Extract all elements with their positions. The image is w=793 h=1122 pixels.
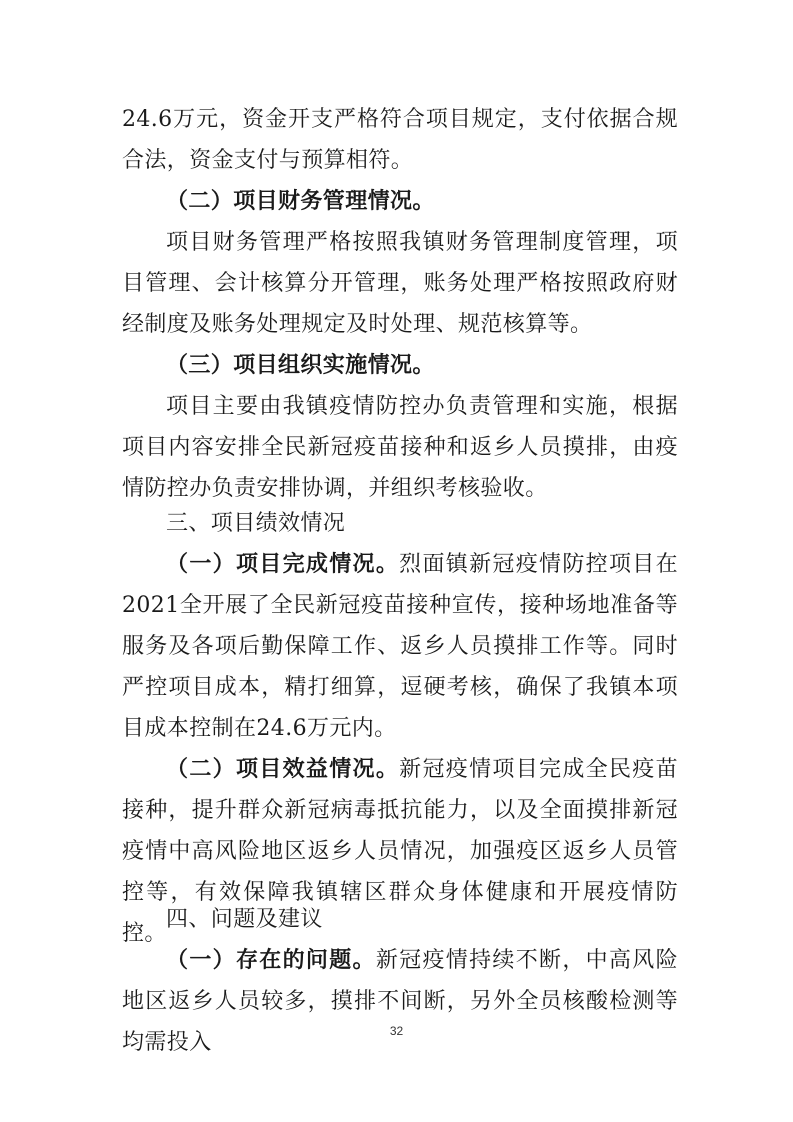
paragraph-existing-problems bbox=[122, 940, 678, 1063]
paragraph-lead: （二）项目效益情况。 bbox=[166, 756, 400, 782]
paragraph-text: 24.6万元，资金开支严格符合项目规定，支付依据合规合法，资金支付与预算相符。 bbox=[122, 107, 678, 173]
page-number: 32 bbox=[389, 1024, 404, 1038]
paragraph-text: 项目财务管理严格按照我镇财务管理制度管理，项目管理、会计核算分开管理，账务处理严格按照政府财经制度及账务处理规定及时处理、规范核算等。 bbox=[122, 230, 678, 337]
paragraph-organization-implementation bbox=[122, 386, 678, 509]
paragraph-completion bbox=[122, 544, 678, 749]
paragraph-text: 新冠疫情持续不断，中高风险地区返乡人员较多，摸排不间断，另外全员核酸检测等均需投入 bbox=[122, 948, 678, 1055]
paragraph-lead: （一）项目完成情况。 bbox=[166, 551, 400, 577]
section-heading-issues: 四、问题及建议 bbox=[166, 907, 323, 932]
paragraph-text: 烈面镇新冠疫情防控项目在2021全开展了全民新冠疫苗接种宣传，接种场地准备等服务及各项后勤保障工作、返乡人员摸排工作等。同时严控项目成本，精打细算，逗硬考核，确保了我镇本项目成本控制在24.6万元内。 bbox=[122, 552, 678, 741]
paragraph-text: 项目主要由我镇疫情防控办负责管理和实施，根据项目内容安排全民新冠疫苗接种和返乡人员摸排，由疫情防控办负责安排协调，并组织考核验收。 bbox=[122, 394, 678, 501]
subheading-financial-management: （二）项目财务管理情况。 bbox=[166, 188, 435, 214]
paragraph-lead: （一）存在的问题。 bbox=[166, 947, 376, 973]
paragraph-financial-management bbox=[122, 222, 678, 345]
paragraph-text: 新冠疫情项目完成全民疫苗接种，提升群众新冠病毒抵抗能力，以及全面摸排新冠疫情中高风险地区返乡人员情况，加强疫区返乡人员管控等，有效保障我镇辖区群众身体健康和开展疫情防控。 bbox=[122, 757, 678, 946]
section-heading-performance: 三、项目绩效情况 bbox=[166, 511, 346, 536]
subheading-organization-implementation: （三）项目组织实施情况。 bbox=[166, 352, 435, 378]
paragraph-funds-usage bbox=[122, 99, 678, 181]
